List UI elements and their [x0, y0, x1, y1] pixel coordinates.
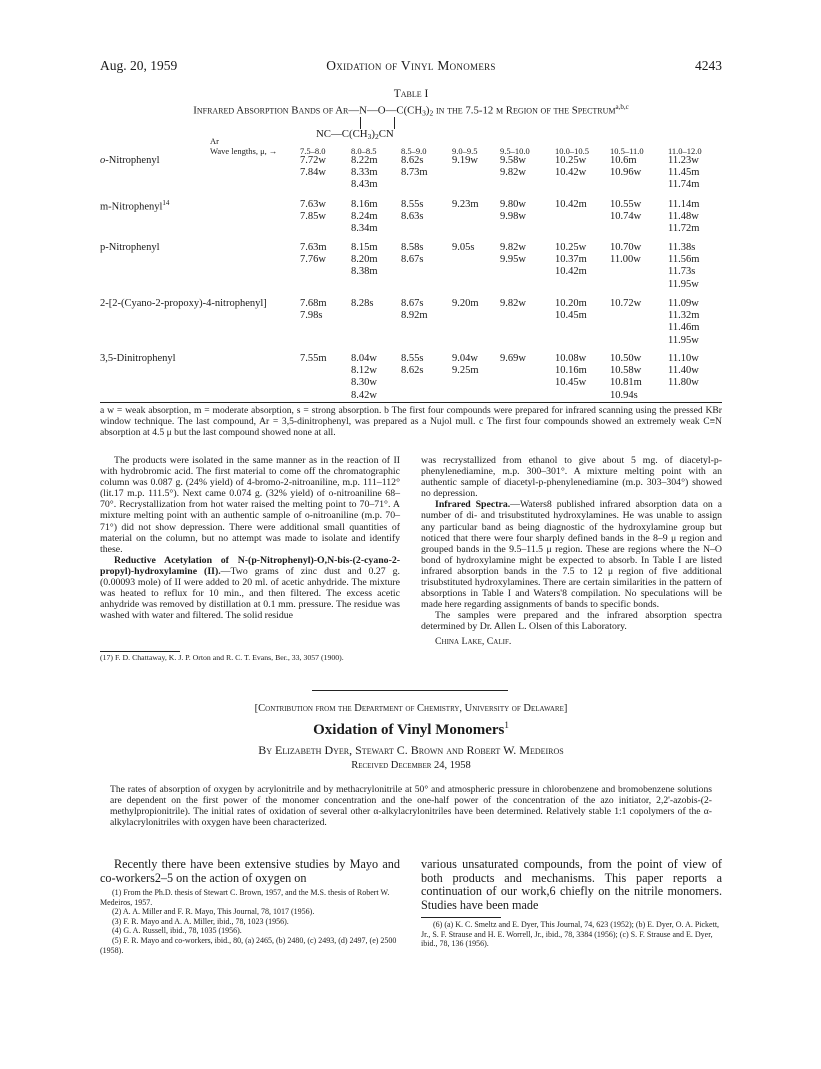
cell-value: 11.32m [668, 310, 700, 322]
table-cell [500, 199, 526, 223]
row-label: 3,5-Dinitrophenyl [100, 353, 176, 364]
footnote: (5) F. R. Mayo and co-workers, ibid., 80, (a) 2465, (b) 2480, (c) 2493, (d) 2497, (e) 2500 (1958). [100, 935, 397, 955]
table-cell [668, 298, 699, 347]
contribution-line: [Contribution from the Department of Chemistry, University of Delaware] [254, 703, 568, 714]
paragraph: was recrystallized from ethanol to give about 5 mg. of diacetyl-p-phenylenediamine, m.p. 300–301°. A mixture melting point with an authentic sample of diacetyl-p-phenylenediamine (m.p. 303–304°) showed no depression. [421, 455, 722, 500]
table-cell [555, 155, 586, 179]
row-label: 2-[2-(Cyano-2-propoxy)-4-nitrophenyl] [100, 298, 267, 309]
cell-value: 9.25m [452, 365, 479, 377]
cell-value: 11.40w [668, 365, 699, 377]
table-cell [610, 155, 641, 179]
authors: By Elizabeth Dyer, Stewart C. Brown and Robert W. Medeiros [258, 743, 564, 757]
cell-value: 10.25w [555, 155, 587, 166]
cell-value: 10.96w [610, 167, 642, 179]
table-cell [351, 298, 373, 310]
table-cell [452, 298, 479, 310]
cell-value: 7.63w [300, 199, 326, 210]
cell-value: 9.80w [500, 199, 526, 210]
cell-value: 11.95w [668, 334, 699, 346]
column-header: 9.0–9.5 [452, 146, 478, 156]
cell-value: 10.70w [610, 242, 642, 253]
table-cell [668, 155, 699, 192]
cell-value: 9.82w [500, 298, 526, 309]
column-header: 7.5–8.0 [300, 146, 326, 156]
cell-value: 8.38m [351, 266, 378, 278]
cell-value: 10.72w [610, 298, 642, 309]
table-cell [500, 155, 526, 179]
right-column [421, 455, 722, 647]
table-cell [300, 353, 327, 365]
cell-value: 10.37m [555, 254, 587, 266]
table-cell [351, 242, 378, 279]
row-label: o-Nitrophenyl [100, 155, 160, 166]
cell-value: 10.45w [555, 377, 587, 389]
running-head [100, 58, 722, 78]
cell-value: 11.56m [668, 254, 700, 266]
table-cell [401, 242, 423, 266]
cell-value: 8.92m [401, 310, 428, 322]
page-number: 4243 [695, 58, 722, 73]
cell-value: 7.76w [300, 254, 326, 266]
cell-value: 10.20m [555, 298, 587, 309]
footnote: (2) A. A. Miller and F. R. Mayo, This Journal, 78, 1017 (1956). [112, 907, 315, 917]
table-cell [555, 298, 587, 322]
cell-value: 8.67s [401, 254, 424, 266]
paragraph: The samples were prepared and the infrared absorption spectra determined by Dr. Allen L. Olsen of this Laboratory. [421, 610, 722, 633]
cell-value: 8.42w [351, 389, 377, 401]
cell-value: 10.6m [610, 155, 637, 166]
table-cell [300, 199, 326, 223]
paragraph: The products were isolated in the same manner as in the reaction of II with hydrobromic acid. The first material to come off the chromatographic column was 0.087 g. (24% yield) of 4-bromo-2-nitroaniline, m.p. 111–112° (lit.17 m.p. 111.5°). Next came 0.074 g. (32% yield) of o-nitroaniline 68–70°. Recrystallization from hot water raised the melting point to 70–71°. A mixture melting point with an authentic sample of o-nitroaniline (m.p. 70–71°) did not show depression. There were additional small quantities of material on the column, but no attempt was made to isolate and identify these. [100, 455, 400, 555]
cell-value: 11.95w [668, 278, 699, 290]
column-header: 10.5–11.0 [610, 146, 644, 156]
row-label: p-Nitrophenyl [100, 242, 160, 253]
cell-value: 11.46m [668, 322, 700, 334]
cell-value: 10.42w [555, 167, 587, 179]
cell-value: 9.95w [500, 254, 526, 266]
article-separator [312, 690, 508, 691]
column-header: 9.5–10.0 [500, 146, 530, 156]
cell-value: 9.58w [500, 155, 526, 166]
cell-value: 10.94s [610, 389, 638, 401]
footnotes-left [100, 888, 400, 955]
table-cell [668, 199, 699, 236]
table-cell [401, 155, 428, 179]
table-cell [555, 199, 587, 211]
table-cell [610, 242, 641, 266]
table-cell [351, 199, 378, 236]
cell-value: 10.16m [555, 365, 587, 377]
column-header: 10.0–10.5 [555, 146, 589, 156]
cell-value: 8.55s [401, 353, 424, 364]
footnote: (1) From the Ph.D. thesis of Stewart C. Brown, 1957, and the M.S. thesis of Robert W. Medeiros, 1957. [100, 888, 390, 907]
cell-value: 8.28s [351, 298, 374, 309]
place-line: China Lake, Calif. [435, 635, 512, 647]
table-cell [452, 353, 479, 377]
cell-value: 8.62s [401, 155, 424, 166]
cell-value: 11.72m [668, 223, 700, 235]
column-header: 8.5–9.0 [401, 146, 427, 156]
table-title: Infrared Absorption Bands of Ar—N—O—C(CH3)2 in the 7.5-12 μ Region of the Spectrum$^{a,b,c}$ [193, 103, 629, 118]
table-cell [452, 242, 474, 254]
cell-value: 8.55s [401, 199, 424, 210]
cell-value: 7.63m [300, 242, 327, 253]
cell-value: 7.68m [300, 298, 327, 309]
table-cell [401, 298, 428, 322]
cell-value: 10.08w [555, 353, 587, 364]
cell-value: 8.12w [351, 365, 377, 377]
table-cell [452, 199, 479, 211]
cell-value: 10.42m [555, 266, 587, 278]
cell-value: 9.04w [452, 353, 478, 364]
cell-value: 9.23m [452, 199, 479, 210]
table-cell [500, 242, 526, 266]
cell-value: 8.24m [351, 211, 378, 223]
abstract: The rates of absorption of oxygen by acrylonitrile and by methacrylonitrile at 50° and atmospheric pressure in chlorobenzene and bromobenzene solutions are dependent on the first power of the monomer concentration and the one-half power of the concentration of the azo initiator, 2,2'-azobis-(2-methylpropionitrile). The initial rates of oxidation of several other α-alkylacrylonitriles have been determined. Relatively stable 1:1 copolymers of the α-alkylacrylonitriles with oxygen have been characterized. [110, 784, 712, 828]
cell-value: 11.00w [610, 254, 641, 266]
cell-value: 9.82w [500, 167, 526, 179]
table-cell [300, 242, 327, 266]
cell-value: 9.05s [452, 242, 475, 253]
table-cell [668, 353, 699, 390]
footnote-rule [100, 651, 180, 652]
structure-bond-right [394, 117, 395, 129]
cell-value: 8.30w [351, 377, 377, 389]
cell-value: 9.98w [500, 211, 526, 223]
cell-value: 8.63s [401, 211, 424, 223]
cell-value: 7.98s [300, 310, 323, 322]
table-cell [300, 155, 326, 179]
cell-value: 8.73m [401, 167, 428, 179]
cell-value: 10.81m [610, 377, 642, 389]
article-title: Oxidation of Vinyl Monomers$^1$ [313, 720, 509, 738]
received-date: Received December 24, 1958 [351, 760, 471, 771]
table-cell [668, 242, 699, 291]
footnote-rule [421, 917, 501, 918]
cell-value: 11.10w [668, 353, 699, 364]
cell-value: 8.67s [401, 298, 424, 309]
paragraph: Infrared Spectra.—Waters8 published infrared absorption data on a number of di- and trisubstituted hydroxylamines. He was unable to assign any particular band as being diagnostic of the hydroxylamine group but noticed that there were four sharply defined bands in the 8–9 μ region and grouped bands in the 9.5–11.5 μ region. These are regions where the N–O bond of hydroxylamine might be expected to absorb. In Table I are listed infrared absorption bands in the 7.5 to 12 μ region of five additional trisubstituted hydroxylamines. There are certain similarities in the pattern of absorptions in Table I and Waters'8 compilation. No speculations will be made here regarding assignments of bands to specific bonds. [421, 499, 722, 611]
left-column [100, 455, 400, 621]
intro-left: Recently there have been extensive studies by Mayo and co-workers2–5 on the action of oxygen on [100, 857, 400, 885]
cell-value: 11.23w [668, 155, 699, 166]
cell-value: 9.20m [452, 298, 479, 309]
cell-value: 7.84w [300, 167, 326, 179]
cell-value: 11.73s [668, 266, 696, 278]
table-cell [500, 298, 526, 310]
cell-value: 8.62s [401, 365, 424, 377]
table-cell [610, 353, 642, 402]
table-cell [452, 155, 478, 167]
table-cell [300, 298, 327, 322]
table-cell [500, 353, 526, 365]
cell-value: 11.80w [668, 377, 699, 389]
row-label: m-Nitrophenyl$^{14}$ [100, 199, 170, 213]
cell-value: 8.15m [351, 242, 378, 253]
table-wave-label: Wave lengths, μ, → [210, 146, 278, 156]
left-footnote: (17) F. D. Chattaway, K. J. P. Orton and R. C. T. Evans, Ber., 33, 3057 (1900). [100, 653, 344, 662]
paragraph: Reductive Acetylation of N-(p-Nitrophenyl)-O,N-bis-(2-cyano-2-propyl)-hydroxylamine (II).—Two grams of zinc dust and 0.27 g. (0.00093 mole) of II were added to 20 ml. of acetic anhydride. The mixture was heated to reflux for 10 min., and then filtered. The excess acetic anhydride was removed by distillation at 0.1 mm. pressure. The residue was washed with water and filtered. The solid residue [100, 554, 400, 622]
column-header: 11.0–12.0 [668, 146, 702, 156]
cell-value: 9.19w [452, 155, 478, 166]
cell-value: 8.22m [351, 155, 378, 166]
cell-value: 11.38s [668, 242, 696, 253]
footnote: (6) (a) K. C. Smeltz and E. Dyer, This Journal, 74, 623 (1952); (b) E. Dyer, O. A. Pickett, Jr., S. F. Strause and H. E. Worrell, Jr., ibid., 78, 3384 (1956); (c) S. F. Strause and E. Dyer, ibid., 78, 136 (1956). [421, 920, 720, 949]
table-structure-line: NC—C(CH3)2CN [316, 128, 394, 141]
cell-value: 11.09w [668, 298, 699, 309]
cell-value: 10.55w [610, 199, 642, 210]
cell-value: 10.50w [610, 353, 642, 364]
cell-value: 10.42m [555, 199, 587, 210]
cell-value: 7.72w [300, 155, 326, 166]
cell-value: 9.69w [500, 353, 526, 364]
footnote: (4) G. A. Russell, ibid., 78, 1035 (1956). [112, 926, 242, 936]
cell-value: 11.45m [668, 167, 700, 179]
table-cell [610, 298, 641, 310]
table-cell [555, 242, 587, 279]
table-bottom-rule [100, 402, 722, 403]
table-ar-label: Ar [210, 136, 219, 146]
cell-value: 10.25w [555, 242, 587, 253]
intro-right: various unsaturated compounds, from the point of view of both products and mechanisms. This paper reports a continuation of our work,6 chiefly on the nitrile monomers. Studies have been made [421, 857, 722, 912]
running-head-date: Aug. 20, 1959 [100, 58, 178, 73]
cell-value: 8.16m [351, 199, 378, 210]
running-head-title: Oxidation of Vinyl Monomers [326, 58, 496, 73]
table-cell [351, 353, 377, 402]
table-cell [610, 199, 641, 223]
table-cell [401, 353, 423, 377]
cell-value: 11.14m [668, 199, 700, 210]
cell-value: 8.33m [351, 167, 378, 179]
cell-value: 8.58s [401, 242, 424, 253]
cell-value: 10.45m [555, 310, 587, 322]
table-number: Table I [393, 88, 429, 100]
column-header: 8.0–8.5 [351, 146, 377, 156]
cell-value: 7.85w [300, 211, 326, 223]
footnote: (3) F. R. Mayo and A. A. Miller, ibid., 78, 1023 (1956). [112, 916, 289, 926]
table-cell [555, 353, 587, 390]
cell-value: 10.58w [610, 365, 642, 377]
cell-value: 8.34m [351, 223, 378, 235]
cell-value: 8.20m [351, 254, 378, 266]
cell-value: 10.74w [610, 211, 642, 223]
cell-value: 9.82w [500, 242, 526, 253]
table-cell [401, 199, 423, 223]
cell-value: 7.55m [300, 353, 327, 364]
cell-value: 11.74m [668, 179, 700, 191]
table-cell [351, 155, 378, 192]
cell-value: 11.48w [668, 211, 699, 223]
cell-value: 8.43m [351, 179, 378, 191]
cell-value: 8.04w [351, 353, 377, 364]
table-footnote: a w = weak absorption, m = moderate absorption, s = strong absorption. b The first four compounds were prepared for infrared scanning using the pressed KBr window technique. The last compound, Ar = 3,5-dinitrophenyl, was prepared as a Nujol mull. c The first four compounds showed an extremely weak C≡N absorption at 4.5 μ but the last compound showed none at all. [100, 405, 722, 438]
